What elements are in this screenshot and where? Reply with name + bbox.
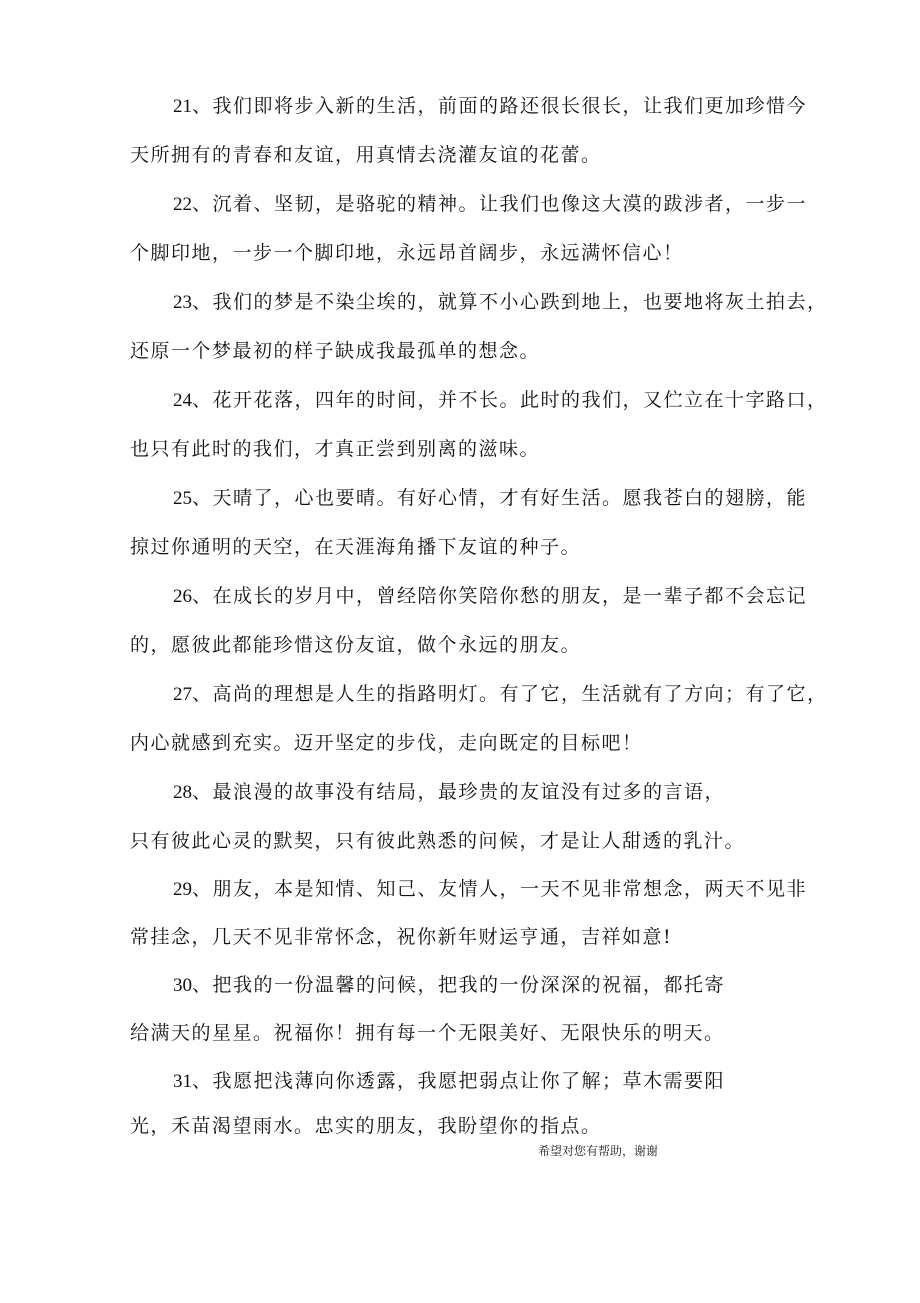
paragraph-number: 31 [173, 1071, 192, 1092]
paragraph-23-line-2: 还原一个梦最初的样子缺成我最孤单的想念。 [130, 340, 541, 362]
paragraph-22-line-1 [173, 192, 807, 217]
paragraph-24-line-2: 也只有此时的我们，才真正尝到别离的滋味。 [130, 438, 541, 460]
paragraph-text: 、最浪漫的故事没有结局，最珍贵的友谊没有过多的言语， [192, 781, 726, 803]
paragraph-31-line-1 [173, 1069, 725, 1094]
paragraph-23-line-1 [173, 290, 828, 315]
paragraph-28-line-1 [173, 780, 725, 805]
paragraph-26-line-1 [173, 584, 807, 609]
paragraph-text: 、把我的一份温馨的问候，把我的一份深深的祝福，都托寄 [192, 974, 726, 996]
paragraph-text: 、朋友，本是知情、知己、友情人，一天不见非常想念，两天不见非 [192, 878, 808, 900]
paragraph-text: 、天晴了，心也要晴。有好心情，才有好生活。愿我苍白的翅膀，能 [192, 487, 808, 509]
paragraph-24-line-1 [173, 388, 828, 413]
paragraph-number: 30 [173, 975, 192, 996]
paragraph-number: 27 [173, 684, 192, 705]
paragraph-27-line-2: 内心就感到充实。迈开坚定的步伐，走向既定的目标吧！ [130, 732, 643, 754]
footer-note: 希望对您有帮助，谢谢 [538, 1144, 659, 1158]
paragraph-25-line-2: 掠过你通明的天空，在天涯海角播下友谊的种子。 [130, 536, 582, 558]
paragraph-29-line-1 [173, 877, 807, 902]
paragraph-number: 21 [173, 96, 192, 117]
paragraph-25-line-1 [173, 486, 807, 511]
paragraph-number: 28 [173, 782, 192, 803]
paragraph-31-line-2: 光，禾苗渴望雨水。忠实的朋友，我盼望你的指点。 [130, 1115, 602, 1137]
paragraph-22-line-2: 个脚印地，一步一个脚印地，永远昂首阔步，永远满怀信心！ [130, 242, 684, 264]
paragraph-text: 、花开花落，四年的时间，并不长。此时的我们，又伫立在十字路口， [192, 389, 828, 411]
paragraph-27-line-1 [173, 682, 828, 707]
paragraph-21-line-2: 天所拥有的青春和友谊，用真情去浇灌友谊的花蕾。 [130, 144, 602, 166]
paragraph-number: 22 [173, 194, 192, 215]
paragraph-30-line-2: 给满天的星星。祝福你！拥有每一个无限美好、无限快乐的明天。 [130, 1022, 725, 1044]
paragraph-number: 25 [173, 488, 192, 509]
paragraph-30-line-1 [173, 973, 725, 998]
paragraph-text: 、在成长的岁月中，曾经陪你笑陪你愁的朋友，是一辈子都不会忘记 [192, 585, 808, 607]
paragraph-text: 、我们即将步入新的生活，前面的路还很长很长，让我们更加珍惜今 [192, 95, 808, 117]
paragraph-26-line-2: 的，愿彼此都能珍惜这份友谊，做个永远的朋友。 [130, 634, 582, 656]
paragraph-21-line-1 [173, 94, 807, 119]
paragraph-text: 、沉着、坚韧，是骆驼的精神。让我们也像这大漠的跋涉者，一步一 [192, 193, 808, 215]
paragraph-text: 、高尚的理想是人生的指路明灯。有了它，生活就有了方向；有了它， [192, 683, 828, 705]
paragraph-number: 23 [173, 292, 192, 313]
paragraph-number: 29 [173, 879, 192, 900]
paragraph-29-line-2: 常挂念，几天不见非常怀念，祝你新年财运亨通，吉祥如意! [130, 926, 673, 948]
paragraph-text: 、我愿把浅薄向你透露，我愿把弱点让你了解；草木需要阳 [192, 1070, 726, 1092]
paragraph-28-line-2: 只有彼此心灵的默契，只有彼此熟悉的问候，才是让人甜透的乳汁。 [130, 830, 746, 852]
paragraph-text: 、我们的梦是不染尘埃的，就算不小心跌到地上，也要地将灰土拍去， [192, 291, 828, 313]
paragraph-number: 24 [173, 390, 192, 411]
paragraph-number: 26 [173, 586, 192, 607]
